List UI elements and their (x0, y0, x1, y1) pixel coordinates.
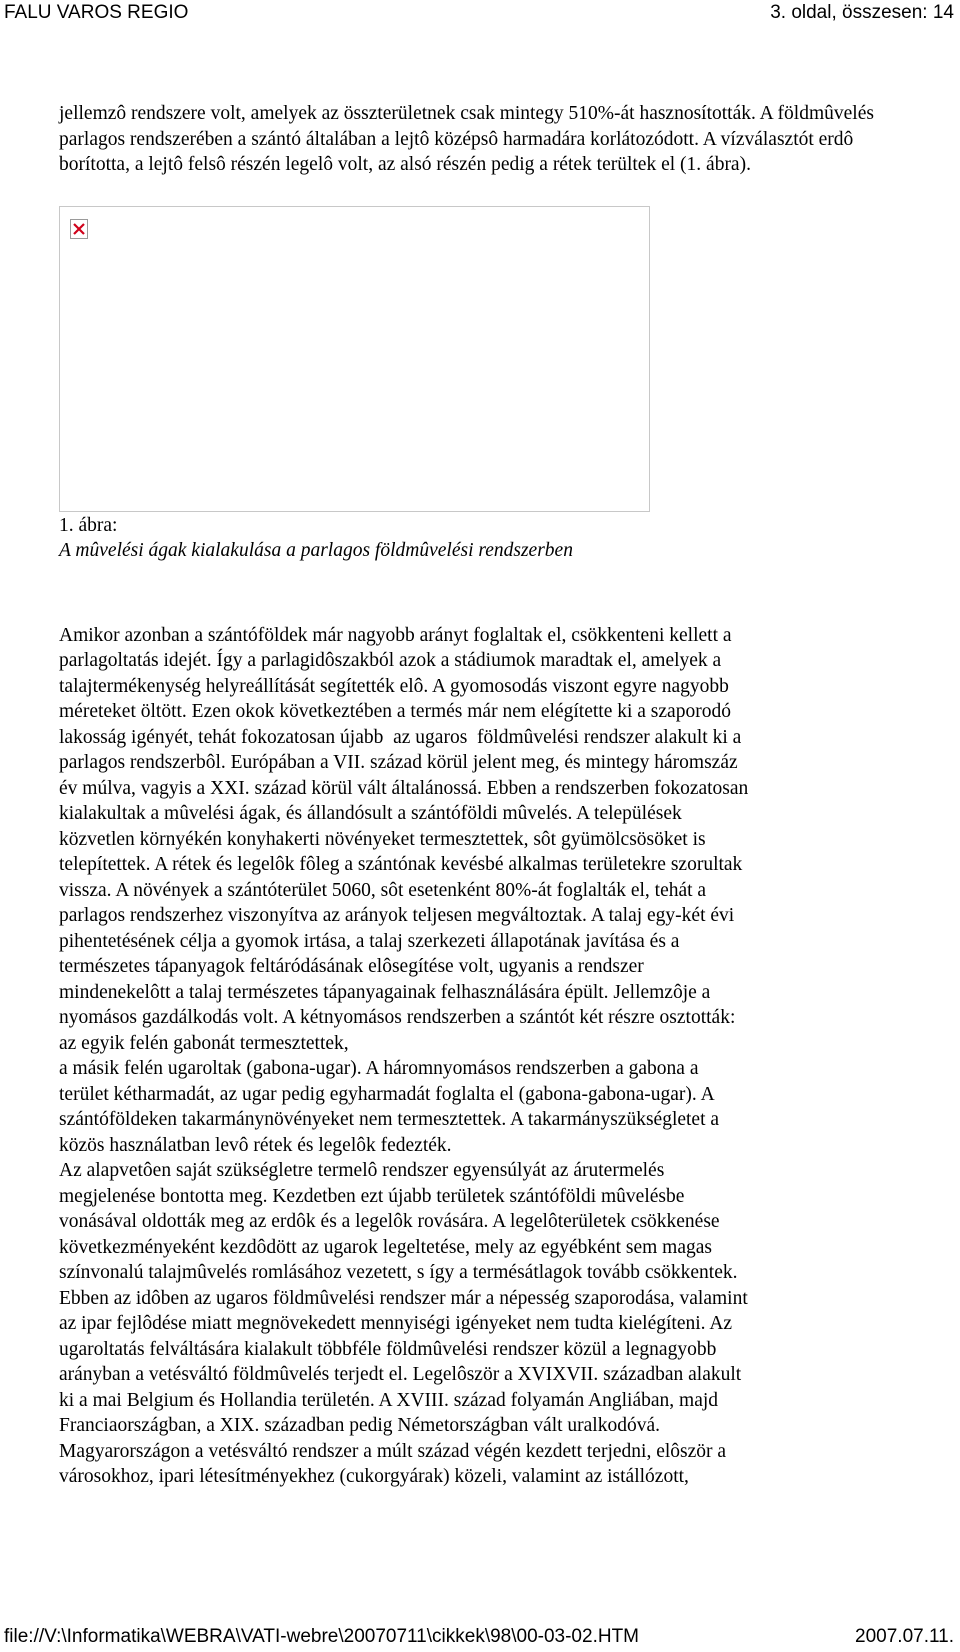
text-line: telepítettek. A rétek és legelôk fôleg a szántónak kevésbé alkalmas területekre szorultak (59, 854, 743, 875)
text-line: Magyarországon a vetésváltó rendszer a múlt század végén kezdett terjedni, elôször a (59, 1440, 727, 1462)
header-title: FALU VAROS REGIO (4, 2, 189, 23)
text-line: színvonalú talajmûvelés romlásához vezetett, s így a termésátlagok tovább csökkentek. (59, 1262, 738, 1283)
text-line: vonásával oldották meg az erdôk és a legelôk rovására. A legelôterületek csökkenése (59, 1211, 720, 1232)
text-line: kialakultak a mûvelési ágak, és állandósult a szántóföldi mûvelés. A települések (59, 803, 682, 824)
broken-image-icon (70, 219, 88, 239)
text-line: parlagos rendszerbôl. Európában a VII. század körül jelent meg, és mintegy háromszáz (59, 752, 738, 773)
text-line: megjelenése bontotta meg. Kezdetben ezt újabb területek szántóföldi mûvelésbe (59, 1185, 685, 1207)
footer-file-path: file://V:\Informatika\WEBRA\VATI-webre\20070711\cikkek\98\00-03-02.HTM (4, 1626, 639, 1647)
text-line: ki a mai Belgium és Hollandia területén. A XVIII. század folyamán Angliában, majd (59, 1389, 719, 1411)
text-line: mindenekelôtt a talaj természetes tápanyagainak felhasználására épült. Jellemzôje a (59, 981, 711, 1003)
text-line: városokhoz, ipari létesítményekhez (cukorgyárak) közeli, valamint az istállózott, (59, 1466, 689, 1487)
text-line: nyomásos gazdálkodás volt. A kétnyomásos rendszerben a szántót két részre osztották: (59, 1007, 736, 1028)
text-line: Franciaországban, a XIX. században pedig Németországban vált uralkodóvá. (59, 1415, 661, 1436)
text-line: közös használatban levô rétek és legelôk fedezték. (59, 1134, 452, 1156)
text-line: vissza. A növények a szántóterület 5060, sôt esetenként 80%-át foglalták el, tehát a (59, 879, 707, 901)
text-line: méreteket öltött. Ezen okok következtében a termés már nem elégítette ki a szaporodó (59, 701, 731, 722)
figure-caption (59, 513, 919, 564)
paragraph-main (59, 623, 919, 1490)
page-footer (0, 1622, 960, 1652)
text-line: természetes tápanyagok feltáródásának elôsegítése volt, ugyanis a rendszer (59, 956, 644, 977)
text-line: terület kétharmadát, az ugar pedig egyharmadát foglalta el (gabona-gabona-ugar). A (59, 1083, 715, 1105)
figure-caption-title: A mûvelési ágak kialakulása a parlagos földmûvelési rendszerben (59, 540, 573, 561)
footer-date: 2007.07.11. (855, 1626, 954, 1647)
text-line: év múlva, vagyis a XXI. század körül vált általánossá. Ebben a rendszerben fokozatosan (59, 777, 749, 799)
text-line: következményeként kezdôdött az ugarok legeltetése, mely az egyébként sem magas (59, 1236, 712, 1258)
header-page-info: 3. oldal, összesen: 14 (770, 2, 954, 23)
text-line: Amikor azonban a szántóföldek már nagyobb arányt foglaltak el, csökkenteni kellett a (59, 624, 732, 646)
document-body (59, 101, 919, 1490)
text-line: parlagos rendszerhez viszonyítva az arányok teljesen megváltoztak. A talaj egy-két évi (59, 905, 735, 926)
figure-placeholder (59, 206, 650, 512)
text-line: ugaroltatás felváltására kialakult többféle földmûvelési rendszer közül a legnagyobb (59, 1338, 717, 1360)
text-line: lakosság igényét, tehát fokozatosan újabb az ugaros földmûvelési rendszer alakult ki a (59, 726, 742, 748)
figure-caption-number: 1. ábra: (59, 514, 118, 536)
text-line: parlagoltatás idejét. Így a parlagidôszakból azok a stádiumok maradtak el, amelyek a (59, 650, 722, 671)
text-line: az egyik felén gabonát termesztettek, (59, 1032, 349, 1054)
text-line: Az alapvetôen saját szükségletre termelô rendszer egyensúlyát az árutermelés (59, 1160, 665, 1181)
text-line: arányban a vetésváltó földmûvelés terjedt el. Legelôször a XVIXVII. században alakult (59, 1364, 742, 1385)
paragraph-intro: jellemzô rendszere volt, amelyek az összterületnek csak mintegy 510%-át hasznosították. A földmûvelés parlagos rendszerében a szántó általában a lejtô középsô harmadára korlátozódott. A vízválasztót erdô borította, a lejtô felsô részén legelô volt, az alsó részén pedig a rétek terültek el (1. ábra). (59, 103, 874, 175)
text-line: a másik felén ugaroltak (gabona-ugar). A háromnyomásos rendszerben a gabona a (59, 1058, 699, 1079)
text-line: talajtermékenység helyreállítását segítették elô. A gyomosodás viszont egyre nagyobb (59, 675, 729, 697)
text-line: szántóföldeken takarmánynövényeket nem termesztettek. A takarmányszükségletet a (59, 1109, 720, 1130)
text-line: pihentetésének célja a gyomok irtása, a talaj szerkezeti állapotának javítása és a (59, 930, 680, 952)
text-line: Ebben az idôben az ugaros földmûvelési rendszer már a népesség szaporodása, valamint (59, 1287, 748, 1309)
page-header (0, 0, 960, 26)
text-line: az ipar fejlôdése miatt megnövekedett mennyiségi igényeket nem tudta kielégíteni. Az (59, 1313, 733, 1334)
text-line: közvetlen környékén konyhakerti növényeket termesztettek, sôt gyümölcsösöket is (59, 828, 706, 850)
